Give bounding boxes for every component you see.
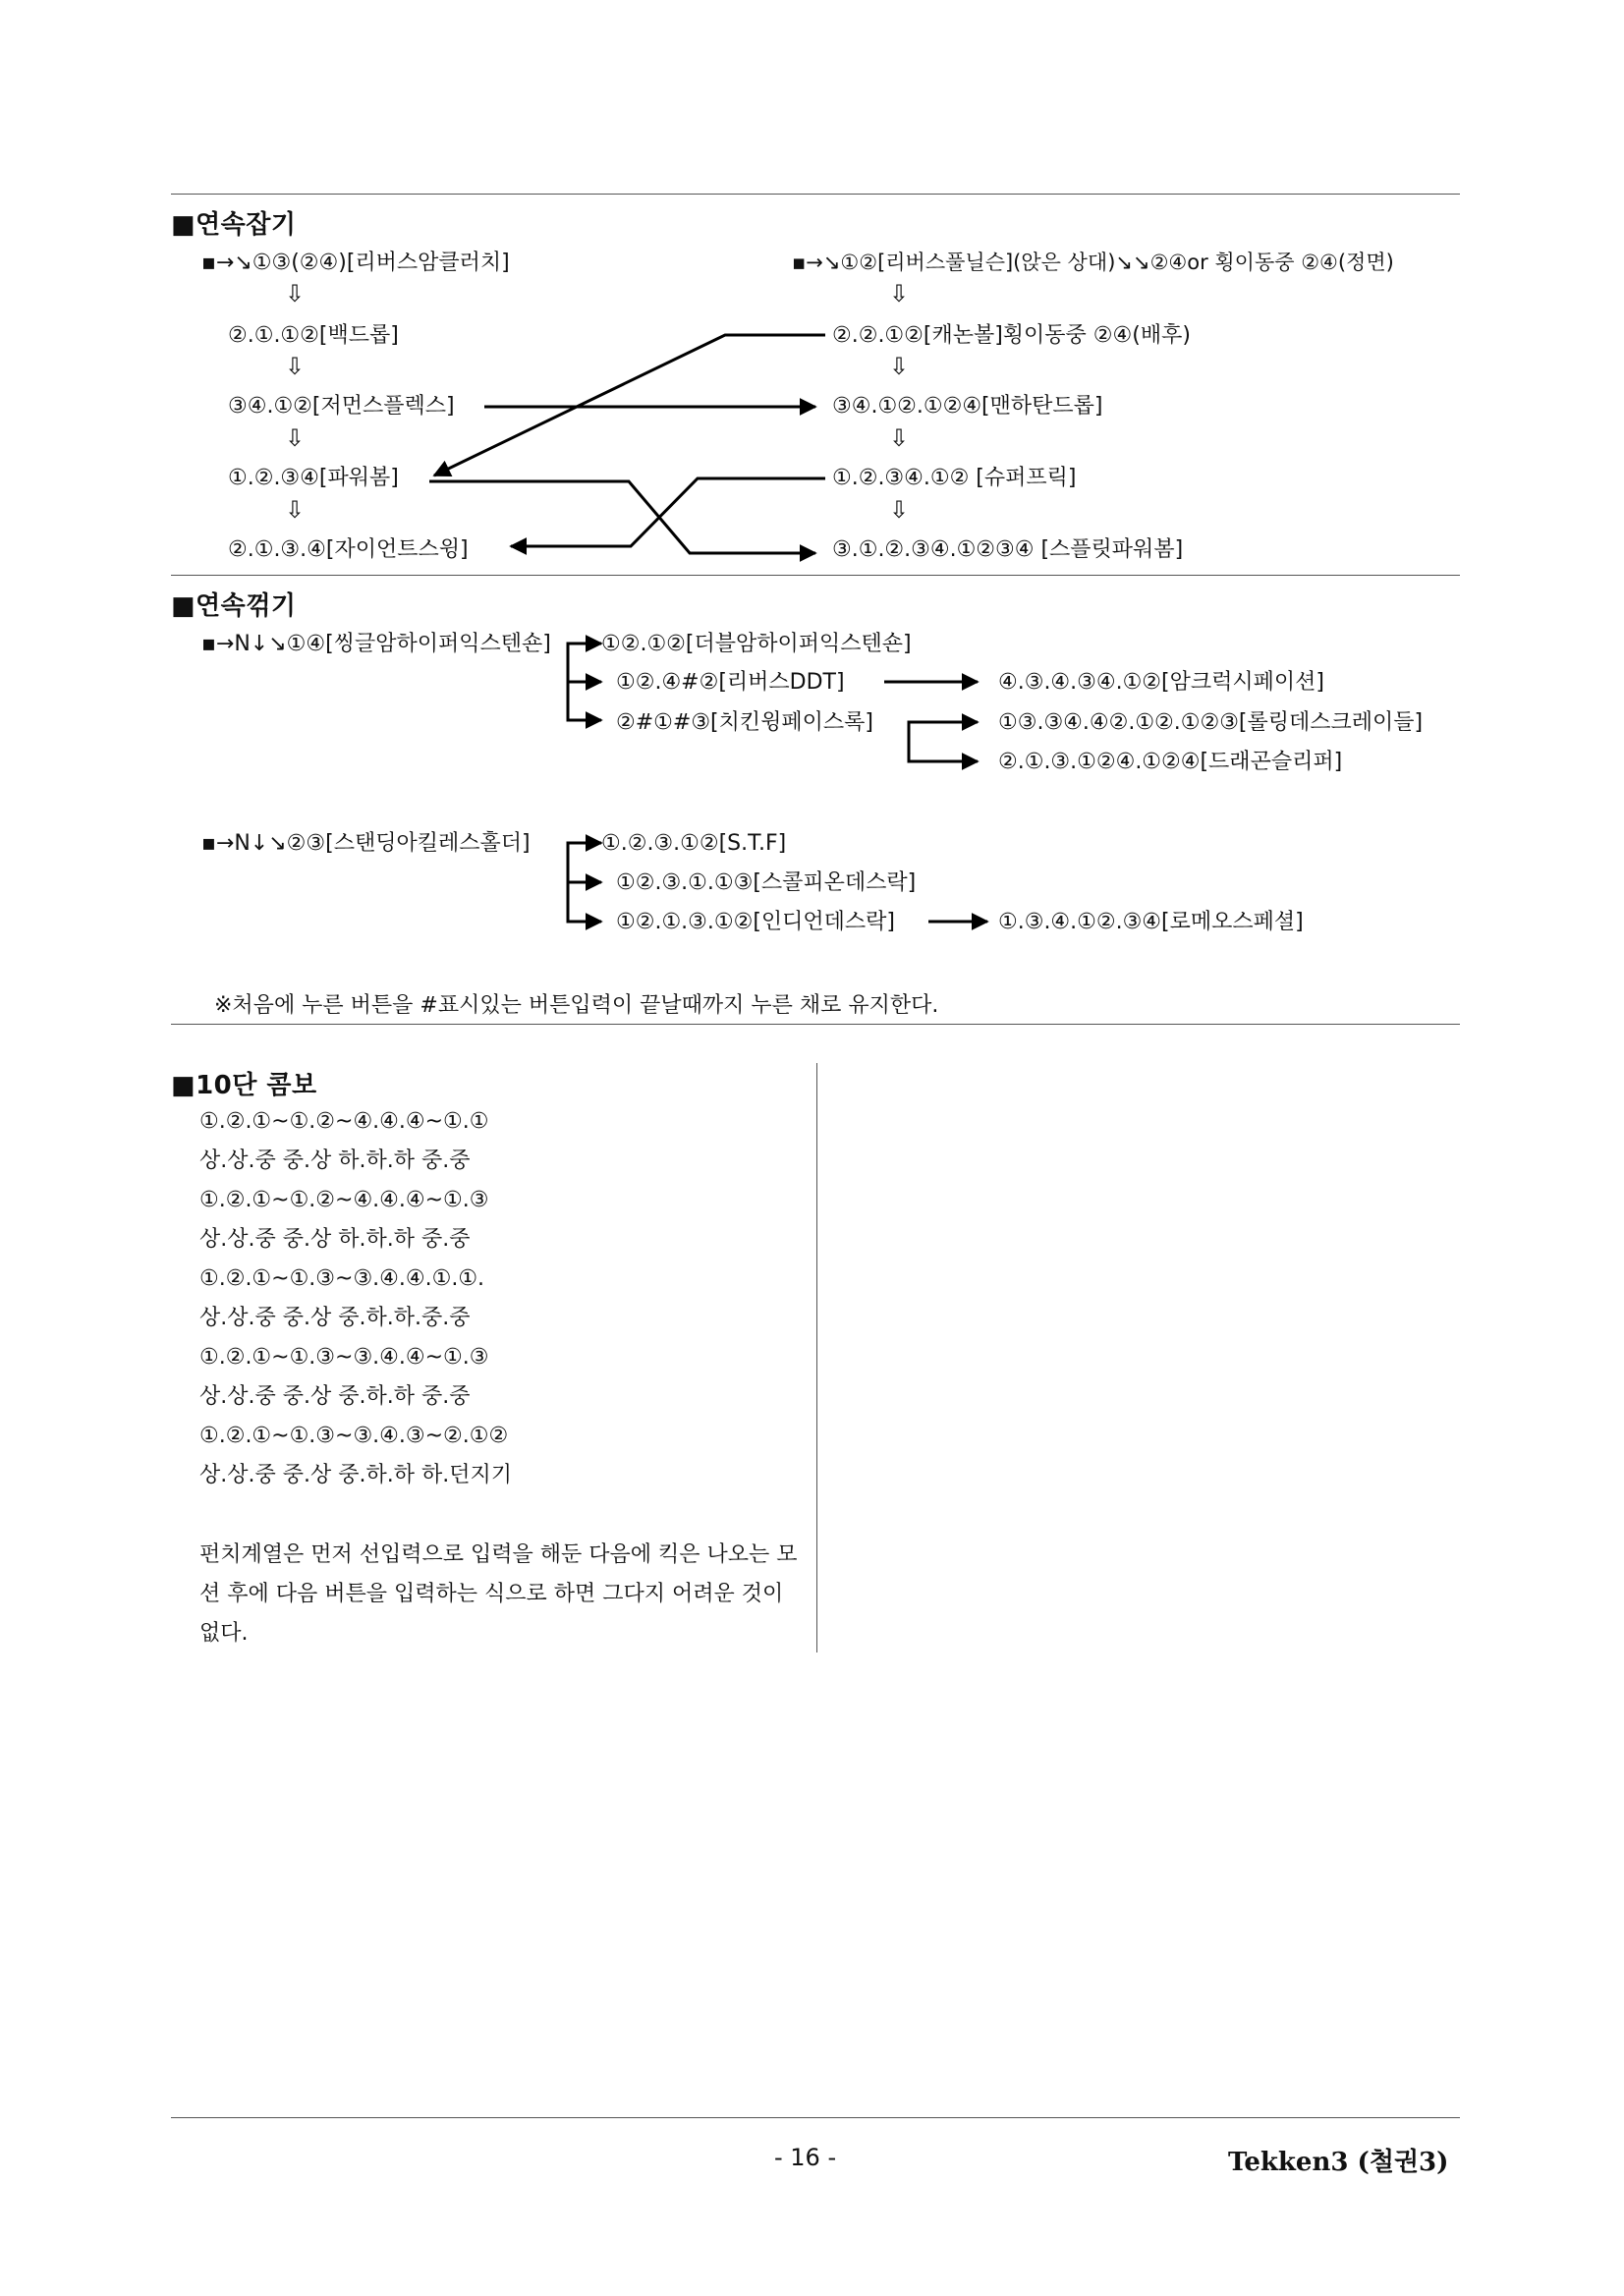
down-arrow-icon: ⇩ <box>285 353 306 380</box>
breaks-g2-start: ▪→N↓↘②③[스탠딩아킬레스홀더] <box>201 831 531 856</box>
throws-left-step4: ②.①.③.④[자이언트스윙] <box>228 537 469 562</box>
combo-line: ①.②.①~①.③~③.④.④.①.①. <box>199 1266 485 1291</box>
down-arrow-icon: ⇩ <box>889 496 910 524</box>
down-arrow-icon: ⇩ <box>285 424 306 452</box>
down-arrow-icon: ⇩ <box>285 496 306 524</box>
breaks-note: ※처음에 누른 버튼을 #표시있는 버튼입력이 끝날때까지 누른 채로 유지한다. <box>214 993 939 1018</box>
throws-right-start: ▪→↘①②[리버스풀닐슨](앉은 상대)↘↘②④or 횡이동중 ②④(정면) <box>792 251 1394 274</box>
throws-heading: ■연속잡기 <box>171 210 297 240</box>
throws-right-step2: ③④.①②.①②④[맨하탄드롭] <box>832 394 1103 419</box>
breaks-g1-branch1: ①②.①②[더블암하이퍼익스텐숀] <box>601 632 912 656</box>
combo-line: 상.상.중 중.상 하.하.하 중.중 <box>199 1227 471 1252</box>
combo-line: 상.상.중 중.상 중.하.하 하.던지기 <box>199 1463 512 1487</box>
breaks-g2-branch3: ①②.①.③.①②[인디언데스락] <box>616 910 895 934</box>
breaks-g2-branch1: ①.②.③.①②[S.T.F] <box>601 831 787 856</box>
throws-right-step3: ①.②.③④.①② [슈퍼프릭] <box>832 466 1077 490</box>
breaks-g1-branch3-result2: ②.①.③.①②④.①②④[드래곤슬리퍼] <box>998 750 1343 774</box>
breaks-g1-branch3: ②#①#③[치킨윙페이스록] <box>616 710 873 735</box>
throws-left-start: ▪→↘①③(②④)[리버스암클러치] <box>201 251 510 275</box>
throws-right-step1: ②.②.①②[캐논볼]횡이동중 ②④(배후) <box>832 323 1191 348</box>
down-arrow-icon: ⇩ <box>889 353 910 380</box>
throws-left-step3: ①.②.③④[파워봄] <box>228 466 399 490</box>
combo-paragraph: 펀치계열은 먼저 선입력으로 입력을 해둔 다음에 킥은 나오는 모션 후에 다음 버튼을 입력하는 식으로 하면 그다지 어려운 것이 없다. <box>199 1542 798 1646</box>
down-arrow-icon: ⇩ <box>889 280 910 308</box>
throws-left-step2: ③④.①②[저먼스플렉스] <box>228 394 455 419</box>
throws-left-step1: ②.①.①②[백드롭] <box>228 323 399 348</box>
combo-line: ①.②.①~①.③~③.④.③~②.①② <box>199 1424 509 1448</box>
breaks-g2-branch2: ①②.③.①.①③[스콜피온데스락] <box>616 870 917 895</box>
breaks-g2-branch3-result: ①.③.④.①②.③④[로메오스페셜] <box>998 910 1304 934</box>
combo-line: 상.상.중 중.상 하.하.하 중.중 <box>199 1148 471 1173</box>
breaks-g1-branch3-result1: ①③.③④.④②.①②.①②③[롤링데스크레이들] <box>998 710 1424 735</box>
combo-line: 상.상.중 중.상 중.하.하 중.중 <box>199 1384 471 1409</box>
bracket-chicken <box>909 722 978 761</box>
down-arrow-icon: ⇩ <box>889 424 910 452</box>
combo-line: ①.②.①~①.②~④.④.④~①.① <box>199 1109 489 1134</box>
throws-right-step4: ③.①.②.③④.①②③④ [스플릿파워봄] <box>832 537 1184 562</box>
combo-line: ①.②.①~①.③~③.④.④~①.③ <box>199 1345 489 1370</box>
breaks-g1-branch2-result: ④.③.④.③④.①②[암크럭시페이션] <box>998 670 1324 695</box>
combo-heading: ■10단 콤보 <box>171 1071 317 1100</box>
breaks-heading: ■연속꺾기 <box>171 591 297 621</box>
combo-line: 상.상.중 중.상 중.하.하.중.중 <box>199 1306 471 1330</box>
down-arrow-icon: ⇩ <box>285 280 306 308</box>
page-number: - 16 - <box>774 2144 837 2171</box>
arrow-powerbomb-to-splitpowerbomb <box>429 481 815 553</box>
breaks-g1-start: ▪→N↓↘①④[씽글암하이퍼익스텐숀] <box>201 632 551 656</box>
breaks-g1-branch2: ①②.④#②[리버스DDT] <box>616 670 845 695</box>
document-title: Tekken3 (철권3) <box>1228 2148 1449 2177</box>
arrow-superfreak-to-giantswing <box>511 478 825 546</box>
combo-line: ①.②.①~①.②~④.④.④~①.③ <box>199 1188 489 1212</box>
